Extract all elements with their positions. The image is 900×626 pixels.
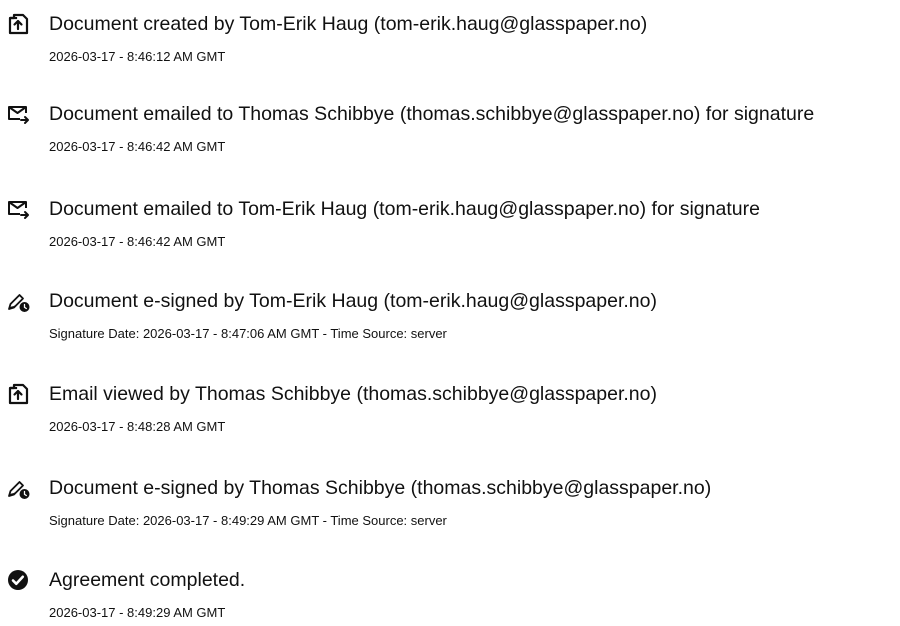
email-viewed-icon (6, 382, 30, 406)
event-title: Document emailed to Thomas Schibbye (thomas.schibbye@glasspaper.no) for signature (49, 103, 815, 125)
event-timestamp: 2026-03-17 - 8:46:42 AM GMT (49, 234, 226, 249)
event-timestamp: Signature Date: 2026-03-17 - 8:49:29 AM GMT - Time Source: server (49, 513, 447, 528)
event-timestamp: 2026-03-17 - 8:49:29 AM GMT (49, 605, 226, 620)
audit-event (0, 10, 900, 70)
event-timestamp: Signature Date: 2026-03-17 - 8:47:06 AM GMT - Time Source: server (49, 326, 447, 341)
document-created-icon (6, 12, 30, 36)
event-timestamp: 2026-03-17 - 8:46:42 AM GMT (49, 139, 226, 154)
audit-event (0, 474, 900, 534)
event-timestamp: 2026-03-17 - 8:48:28 AM GMT (49, 419, 226, 434)
audit-event (0, 100, 900, 160)
event-title: Agreement completed. (49, 569, 246, 591)
event-title: Document e-signed by Thomas Schibbye (thomas.schibbye@glasspaper.no) (49, 477, 712, 499)
audit-event (0, 195, 900, 255)
agreement-completed-icon (6, 568, 30, 592)
event-timestamp: 2026-03-17 - 8:46:12 AM GMT (49, 49, 226, 64)
email-sent-icon (6, 197, 30, 221)
event-title: Document emailed to Tom-Erik Haug (tom-erik.haug@glasspaper.no) for signature (49, 198, 760, 220)
event-title: Email viewed by Thomas Schibbye (thomas.schibbye@glasspaper.no) (49, 383, 657, 405)
email-sent-icon (6, 102, 30, 126)
e-signed-icon (6, 476, 30, 500)
audit-event (0, 566, 900, 626)
e-signed-icon (6, 289, 30, 313)
event-title: Document created by Tom-Erik Haug (tom-erik.haug@glasspaper.no) (49, 13, 648, 35)
audit-event (0, 380, 900, 440)
audit-event (0, 287, 900, 347)
event-title: Document e-signed by Tom-Erik Haug (tom-erik.haug@glasspaper.no) (49, 290, 657, 312)
